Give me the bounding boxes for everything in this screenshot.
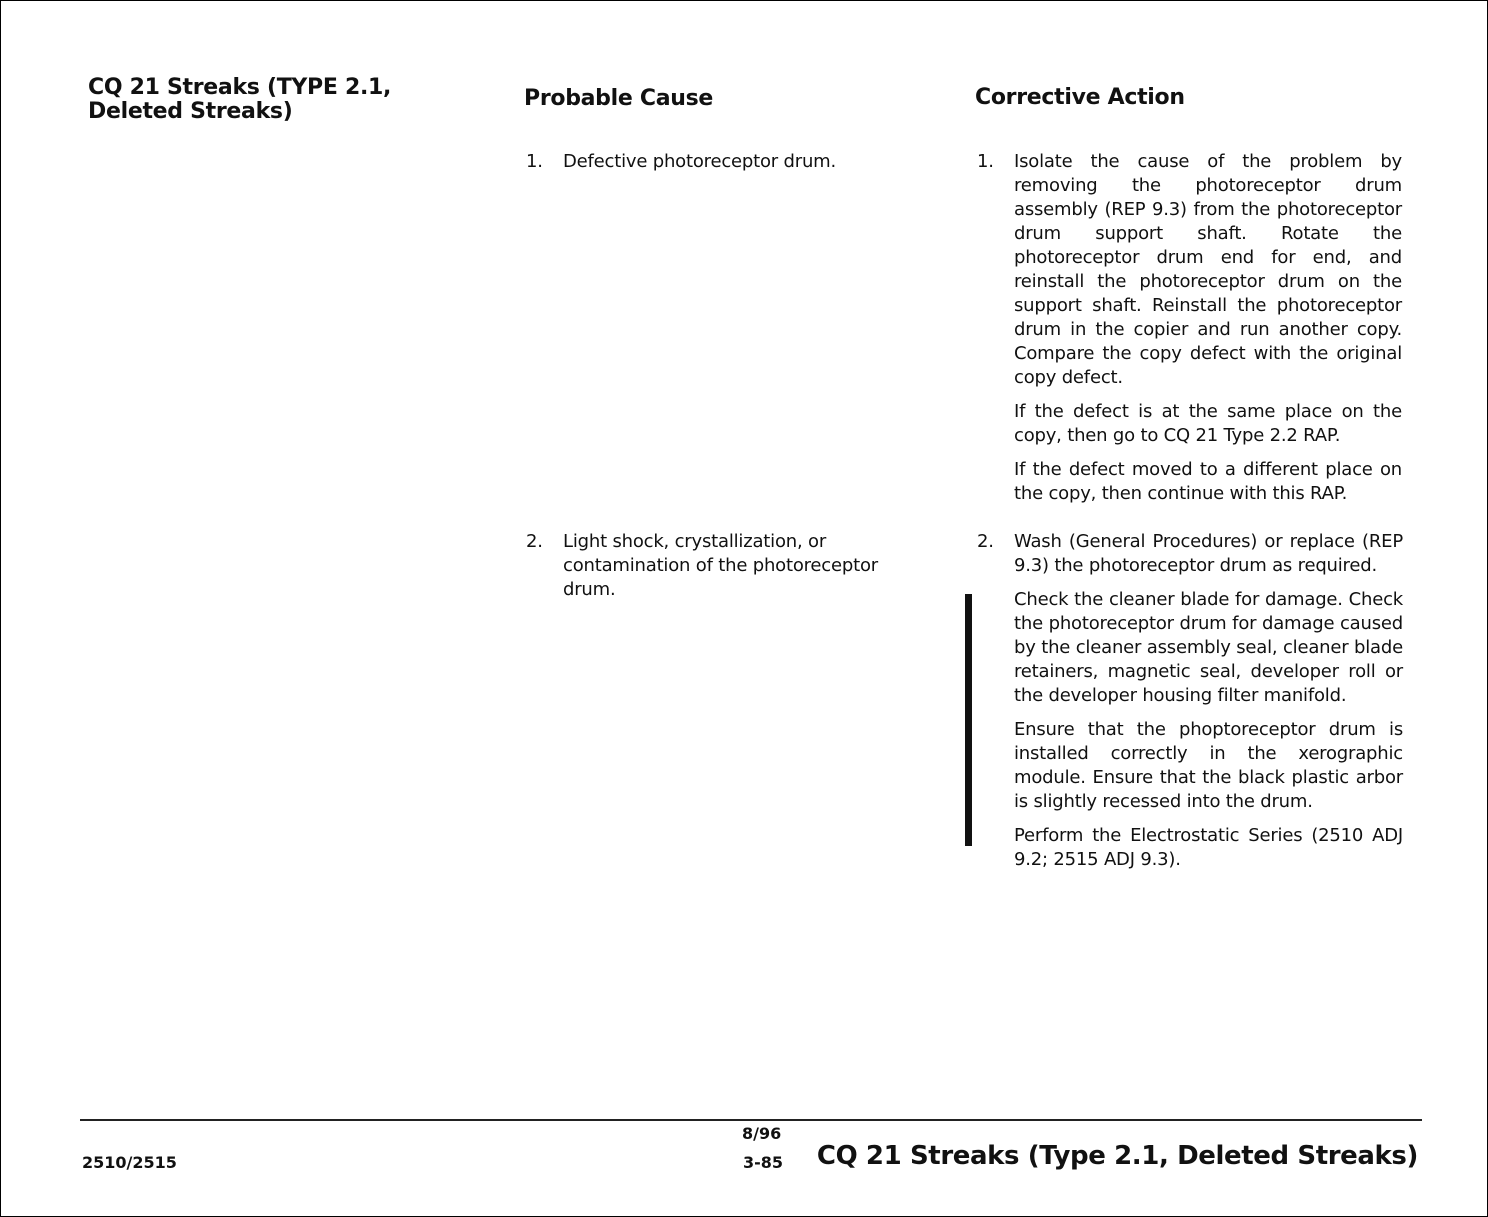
probable-cause-heading: Probable Cause — [524, 86, 714, 111]
revision-change-bar — [965, 594, 972, 846]
item-number: 2. — [526, 531, 543, 552]
action-paragraph: Ensure that the phoptoreceptor drum is installed correctly in the xerographic module. Ensure that the black plastic arbor is slightly recessed into the drum. — [1014, 719, 1403, 812]
action-paragraph: If the defect moved to a different place on the copy, then continue with this RAP. — [1014, 459, 1402, 504]
footer-rule — [80, 1119, 1422, 1121]
action-paragraph: If the defect is at the same place on the copy, then go to CQ 21 Type 2.2 RAP. — [1014, 401, 1402, 446]
item-number: 1. — [977, 151, 994, 172]
action-paragraph: Perform the Electrostatic Series (2510 ADJ 9.2; 2515 ADJ 9.3). — [1014, 825, 1403, 870]
footer-model-number: 2510/2515 — [82, 1153, 177, 1172]
footer-page-number: 3-85 — [743, 1153, 784, 1172]
corrective-action-item — [977, 530, 1403, 882]
action-paragraph: Check the cleaner blade for damage. Check the photoreceptor drum for damage caused by the cleaner assembly seal, cleaner blade retainers, magnetic seal, developer roll or the developer housing filter manifold. — [1014, 589, 1403, 706]
probable-cause-item — [526, 150, 886, 174]
footer-title: CQ 21 Streaks (Type 2.1, Deleted Streaks) — [816, 1141, 1418, 1171]
item-number: 2. — [977, 531, 994, 552]
cause-text: Light shock, crystallization, or contamination of the photoreceptor drum. — [563, 531, 878, 600]
item-number: 1. — [526, 151, 543, 172]
probable-cause-item — [526, 530, 896, 602]
action-paragraph: Wash (General Procedures) or replace (REP 9.3) the photoreceptor drum as required. — [1014, 531, 1403, 576]
cause-text: Defective photoreceptor drum. — [563, 151, 837, 172]
corrective-action-heading: Corrective Action — [975, 85, 1185, 110]
corrective-action-item — [977, 150, 1402, 516]
action-paragraph: Isolate the cause of the problem by removing the photoreceptor drum assembly (REP 9.3) from the photoreceptor drum support shaft. Rotate the photoreceptor drum end for end, and reinstall the photoreceptor drum on the support shaft. Reinstall the photoreceptor drum in the copier and run another copy. Compare the copy defect with the original copy defect. — [1014, 151, 1402, 388]
section-title: CQ 21 Streaks (TYPE 2.1, Deleted Streaks) — [88, 75, 392, 124]
footer-date: 8/96 — [742, 1124, 782, 1143]
